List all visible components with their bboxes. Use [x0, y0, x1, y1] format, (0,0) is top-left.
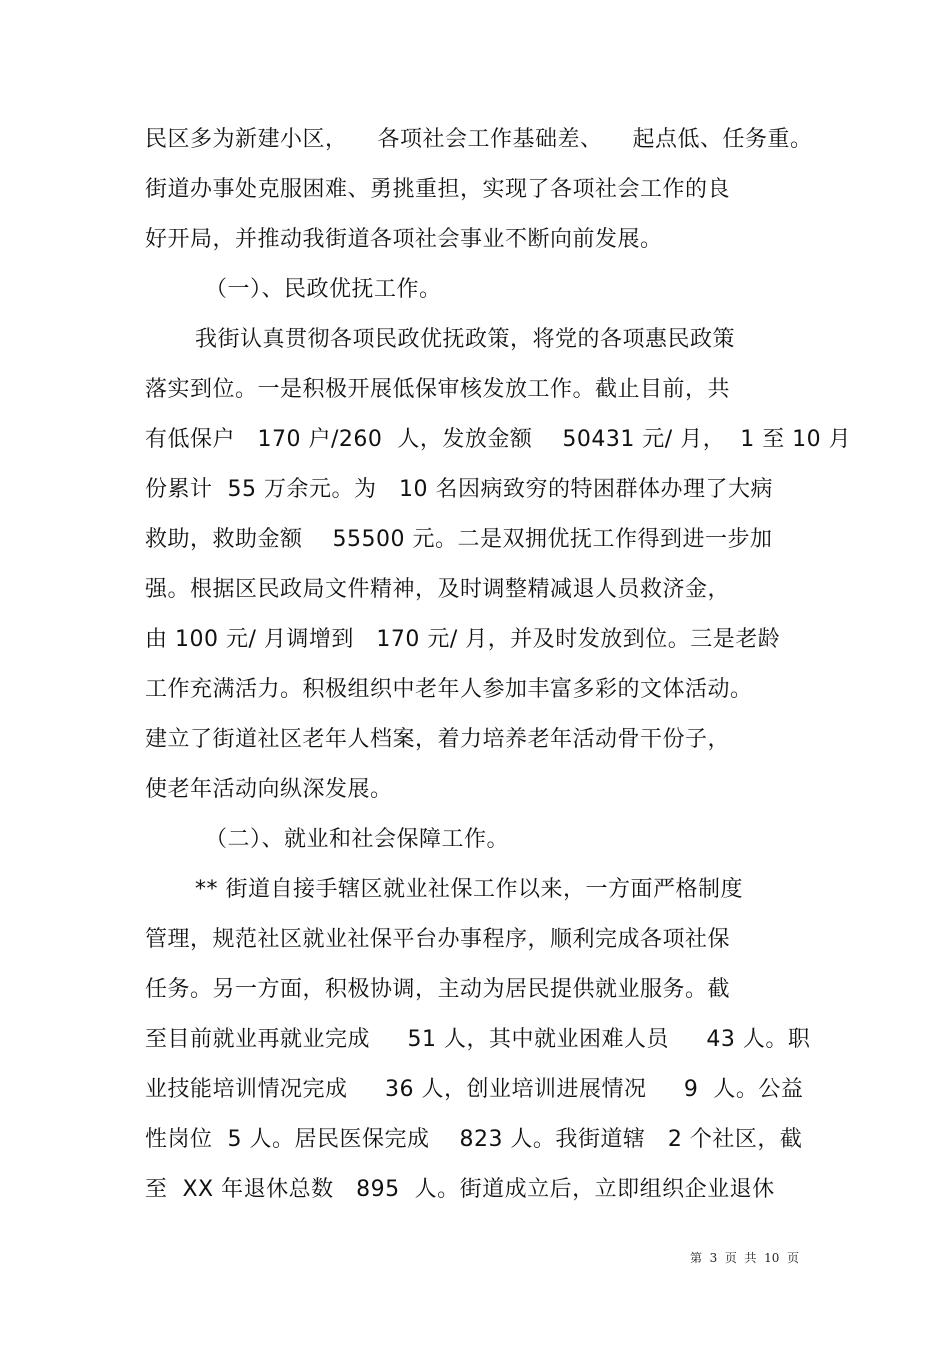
- section-heading: （一）、民政优抚工作。: [205, 277, 442, 302]
- paragraph-line: 街道办事处克服困难、勇挑重担，实现了各项社会工作的良: [145, 177, 731, 202]
- paragraph-line: 至目前就业再就业完成 51 人，其中就业困难人员 43 人。职: [145, 1027, 811, 1052]
- paragraph-line: 至 XX 年退休总数 895 人。街道成立后，立即组织企业退休: [145, 1177, 775, 1202]
- paragraph-line: 工作充满活力。积极组织中老年人参加丰富多彩的文体活动。: [145, 677, 753, 702]
- paragraph-line: 强。根据区民政局文件精神，及时调整精减退人员救济金，: [145, 577, 731, 602]
- paragraph-line: 有低保户 170 户/260 人，发放金额 50431 元/ 月， 1 至 10 月: [145, 427, 852, 452]
- paragraph-line: 使老年活动向纵深发展。: [145, 777, 393, 802]
- page-number-footer: 第 3 页 共 10 页: [690, 1251, 800, 1265]
- paragraph-line: 建立了街道社区老年人档案，着力培养老年活动骨干份子，: [145, 727, 731, 752]
- paragraph-line: 份累计 55 万余元。为 10 名因病致穷的特困群体办理了大病: [145, 477, 773, 502]
- paragraph-line: 我街认真贯彻各项民政优抚政策，将党的各项惠民政策: [195, 327, 736, 352]
- paragraph-line: 业技能培训情况完成 36 人，创业培训进展情况 9 人。公益: [145, 1077, 804, 1102]
- paragraph-line: 任务。另一方面，积极协调，主动为居民提供就业服务。截: [145, 977, 731, 1002]
- paragraph-line: ** 街道自接手辖区就业社保工作以来，一方面严格制度: [195, 877, 743, 902]
- paragraph-line: 民区多为新建小区， 各项社会工作基础差、 起点低、任务重。: [145, 127, 813, 152]
- paragraph-line: 救助，救助金额 55500 元。二是双拥优抚工作得到进一步加: [145, 527, 773, 552]
- paragraph-line: 管理，规范社区就业社保平台办事程序，顺利完成各项社保: [145, 927, 731, 952]
- paragraph-line: 由 100 元/ 月调增到 170 元/ 月，并及时发放到位。三是老龄: [145, 627, 781, 652]
- paragraph-line: 性岗位 5 人。居民医保完成 823 人。我街道辖 2 个社区，截: [145, 1127, 803, 1152]
- section-heading: （二）、就业和社会保障工作。: [205, 827, 510, 852]
- paragraph-line: 落实到位。一是积极开展低保审核发放工作。截止目前，共: [145, 377, 731, 402]
- paragraph-line: 好开局，并推动我街道各项社会事业不断向前发展。: [145, 227, 663, 252]
